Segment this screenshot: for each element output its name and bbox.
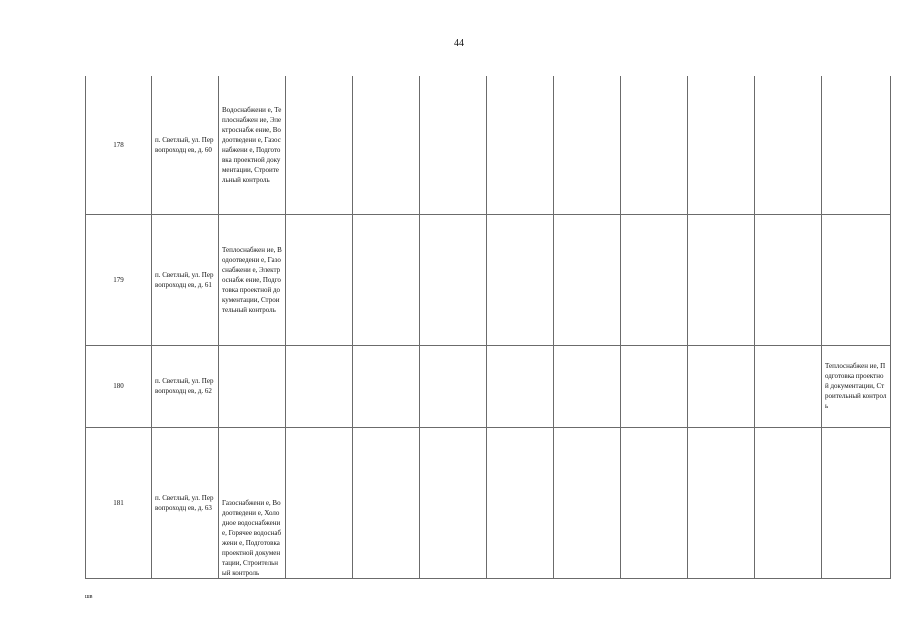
empty-cell: [420, 427, 487, 578]
empty-cell: [755, 76, 822, 214]
table-row: [86, 214, 891, 345]
empty-cell: [353, 214, 420, 345]
empty-cell: [621, 345, 688, 427]
empty-cell: [420, 76, 487, 214]
empty-cell: [755, 345, 822, 427]
row-number: 179: [86, 214, 152, 345]
works-cell: [219, 345, 286, 427]
row-number: 181: [86, 427, 152, 578]
empty-cell: [554, 214, 621, 345]
table-row: [86, 345, 891, 427]
last-col-cell: [822, 427, 891, 578]
empty-cell: [286, 76, 353, 214]
empty-cell: [688, 76, 755, 214]
empty-cell: [286, 345, 353, 427]
empty-cell: [487, 214, 554, 345]
empty-cell: [487, 427, 554, 578]
address-cell: п. Светлый, ул. Первопроходц ев, д. 63: [152, 427, 219, 578]
empty-cell: [286, 427, 353, 578]
empty-cell: [621, 427, 688, 578]
empty-cell: [755, 214, 822, 345]
empty-cell: [353, 345, 420, 427]
empty-cell: [353, 427, 420, 578]
empty-cell: [688, 345, 755, 427]
last-col-cell: [822, 76, 891, 214]
empty-cell: [554, 345, 621, 427]
last-col-cell: Теплоснабжен ие, Подготовка проектной документации, Строительный контроль: [822, 345, 891, 427]
works-cell: Водоснабжени е, Теплоснабжен ие, Электроснабж ение, Водоотведени е, Газоснабжени е, Подготовка проектной документации, Строительный контроль: [219, 76, 286, 214]
table-row: [86, 427, 891, 578]
works-cell: Теплоснабжен ие, Водоотведени е, Газоснабжени е, Электроснабж ение, Подготовка проектной документации, Строительный контроль: [219, 214, 286, 345]
empty-cell: [554, 427, 621, 578]
empty-cell: [420, 214, 487, 345]
footer-mark: шв: [85, 594, 93, 600]
empty-cell: [487, 345, 554, 427]
empty-cell: [688, 427, 755, 578]
works-cell: Газоснабжени е, Водоотведени е, Холодное водоснабжени е, Горячее водоснабжени е, Подготовка проектной документации, Строительный контроль: [219, 427, 286, 578]
address-cell: п. Светлый, ул. Первопроходц ев, д. 62: [152, 345, 219, 427]
address-cell: п. Светлый, ул. Первопроходц ев, д. 60: [152, 76, 219, 214]
empty-cell: [554, 76, 621, 214]
empty-cell: [688, 214, 755, 345]
empty-cell: [621, 76, 688, 214]
table-row: [86, 76, 891, 214]
empty-cell: [755, 427, 822, 578]
works-table: [85, 76, 891, 579]
row-number: 178: [86, 76, 152, 214]
page-number: 44: [454, 38, 464, 49]
row-number: 180: [86, 345, 152, 427]
empty-cell: [487, 76, 554, 214]
empty-cell: [420, 345, 487, 427]
empty-cell: [621, 214, 688, 345]
empty-cell: [353, 76, 420, 214]
address-cell: п. Светлый, ул. Первопроходц ев, д. 61: [152, 214, 219, 345]
empty-cell: [286, 214, 353, 345]
last-col-cell: [822, 214, 891, 345]
